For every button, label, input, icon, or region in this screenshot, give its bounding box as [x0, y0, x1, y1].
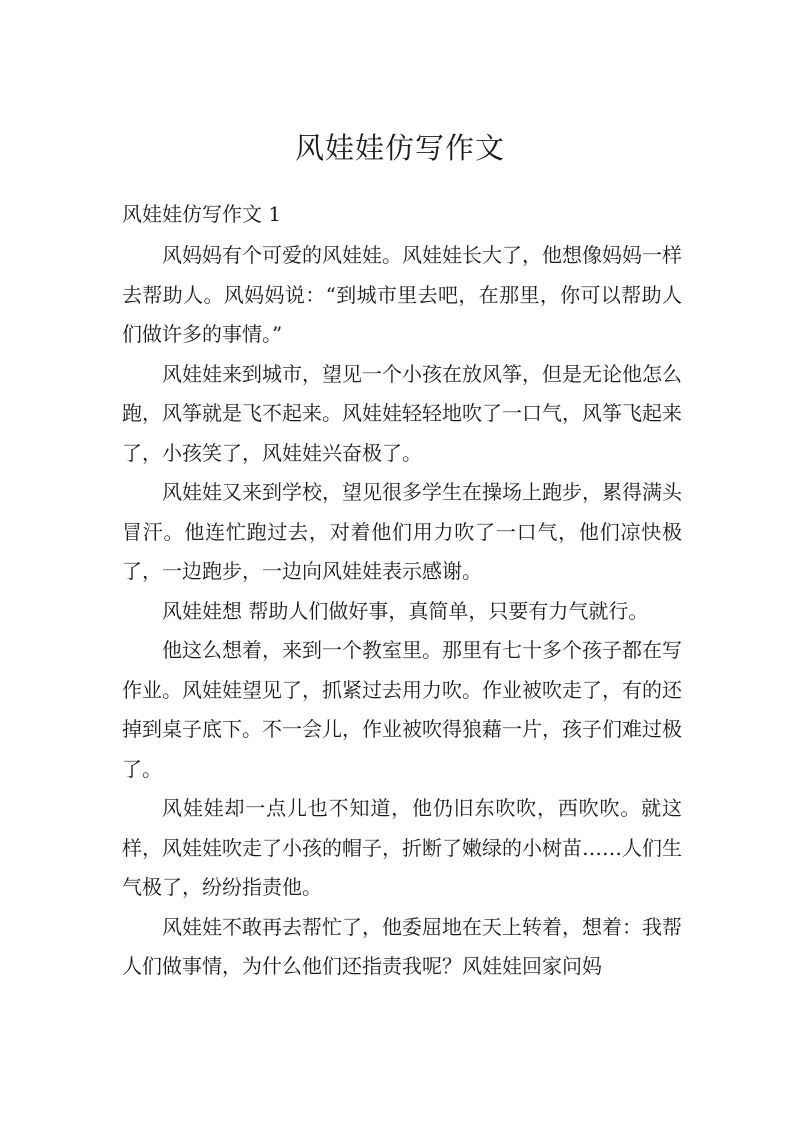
essay-body [122, 236, 682, 987]
paragraph: 风娃娃又来到学校，望见很多学生在操场上跑步，累得满头冒汗。他连忙跑过去，对着他们用力吹了一口气，他们凉快极了，一边跑步，一边向风娃娃表示感谢。 [122, 480, 682, 583]
paragraph: 风娃娃却一点儿也不知道，他仍旧东吹吹，西吹吹。就这样，风娃娃吹走了小孩的帽子，折断了嫩绿的小树苗……人们生气极了，纷纷指责他。 [122, 796, 682, 899]
paragraph: 风娃娃不敢再去帮忙了，他委屈地在天上转着，想着：我帮人们做事情，为什么他们还指责我呢？风娃娃回家问妈 [122, 914, 682, 978]
paragraph: 风娃娃来到城市，望见一个小孩在放风筝，但是无论他怎么跑，风筝就是飞不起来。风娃娃轻轻地吹了一口气，风筝飞起来了，小孩笑了，风娃娃兴奋极了。 [122, 361, 682, 465]
document-title: 风娃娃仿写作文 [294, 131, 505, 165]
essay-heading: 风娃娃仿写作文 1 [122, 202, 282, 226]
paragraph: 风娃娃想 帮助人们做好事，真简单，只要有力气就行。 [162, 598, 649, 623]
paragraph: 风妈妈有个可爱的风娃娃。风娃娃长大了，他想像妈妈一样去帮助人。风妈妈说：“到城市里去吧，在那里，你可以帮助人们做许多的事情。” [122, 243, 682, 346]
paragraph: 他这么想着，来到一个教室里。那里有七十多个孩子都在写作业。风娃娃望见了，抓紧过去用力吹。作业被吹走了，有的还掉到桌子底下。不一会儿，作业被吹得狼藉一片，孩子们难过极了。 [122, 638, 682, 781]
